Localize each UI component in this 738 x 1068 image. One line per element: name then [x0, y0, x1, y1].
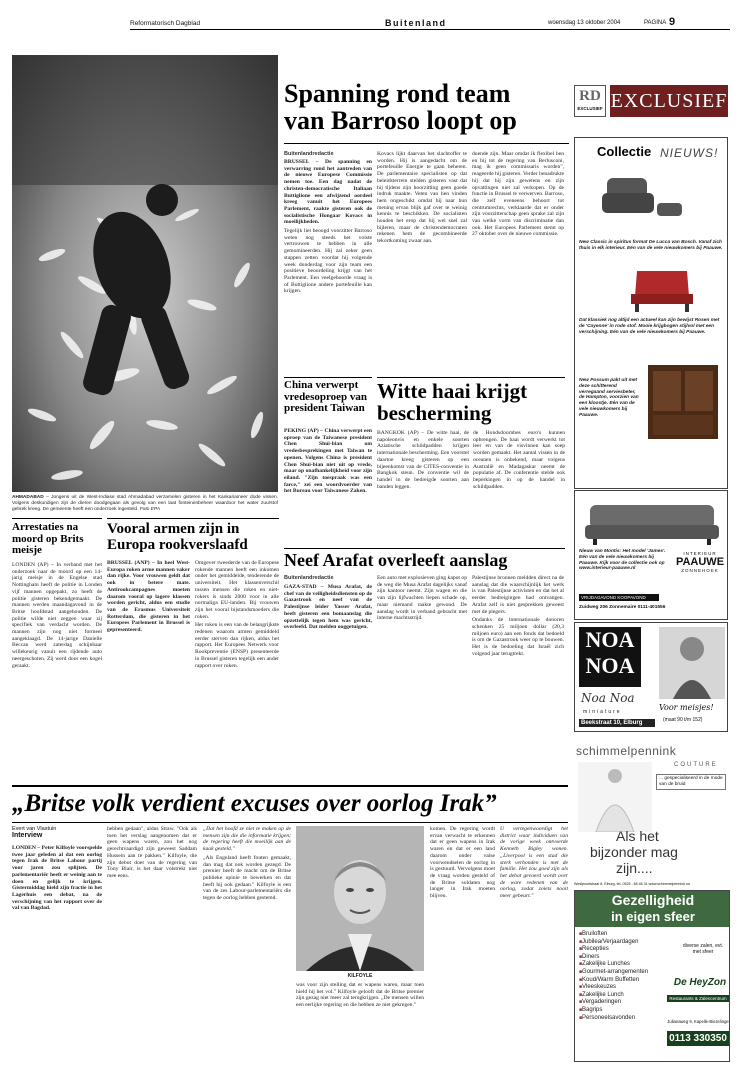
exclusief-title: EXCLUSIEF	[610, 85, 728, 117]
paauwe-address: Zuidweg 206 Zonnemaire 0111-401556	[579, 605, 666, 610]
chair1-text: New Classic in spiritus format De Lucca van Bosch. Vanaf zich thuis in elk interieur. Eén van de vele nieuwkomers bij Paauwe.	[579, 240, 723, 251]
schimmelpennink-ad[interactable]	[574, 744, 728, 834]
gez-note: diverse zalen, evt. met sfeer	[682, 943, 724, 955]
armchair-icon	[597, 168, 687, 228]
page-label: PAGINA	[644, 20, 667, 26]
heyzon-logo: De HeyZon	[673, 977, 727, 988]
schim-name: schimmelpennink	[576, 744, 677, 758]
arafat-text4: Ondanks de internationale donoren schenken 25 miljoen dollar (20,3 miljoen euro) aan een fonds dat bedoeld is om de Gazastrook weer op te bouwen. Het is de bedoeling dat Israël zich volgend jaar terugtrekt.	[472, 617, 564, 657]
arafat-text2: Een auto met explosieven ging kapot op de weg die Musa Arafat dagelijks vanaf zijn kantoor neemt. Zijn wagen en die van zijn lijfwachten liepen schade op, maar niemand raakte gewond. De aanslag wordt in verband gebracht met interne machtsstrijd.	[377, 575, 467, 622]
schim-sub: COUTURE	[674, 762, 718, 768]
roken-text2: Omgever tweederde van de Europese rokende mannen heeft een inkomen onder het gemiddelde, tenderende de universiteit. Het klassenverschil tussen mensen die roken en niet-rokers is sinds 2000 voor in alle normaliga EU-landen. Bij vrouwen zijn het vooral bijstandsmoeders die roken.	[195, 560, 279, 620]
main-byline: Buitenlandredactie	[284, 151, 334, 157]
red-chair-icon	[627, 266, 697, 314]
china-text: PEKING (AP) – China verwerpt een oproep van de Taiwanese president Chen Shui-bian om vredesbesprekingen met Taiwan te openen. Volgens China is president Chen Shui-bian niet uit op vrede, maar op onafhankelijkheid voor zijn eiland. "Zijn toespraak was een farce," zei een woordvoerder van het Bureau voor Taiwanese Zaken.	[284, 428, 372, 495]
heyzon-phone: 0113 330350	[667, 1031, 729, 1046]
schim-address: Westpoortstraat 8, Elburg, tel. 0525 - 68 46 31 www.schimmelpennink.nu	[574, 882, 690, 886]
noa-subtitle: miniature	[583, 709, 622, 715]
interview-author: Evert van Vlastuin	[12, 826, 57, 832]
main-col3: doende zijn. Maar omdat ik flexibel ben en bij tot de regering van Berlusconi, mag ik geen commissaris worden", reageerde hij gisteren. Verder benadrukte hij dat hij zijn gewetens en zijn opvattingen niet zal verkopen. Op de functie in Brussel te verwerven. Barroso, die zelf eveneens behoort tot centrumrechts, verklaarde dat er onder zijn voorzitterschap geen sprake zal zijn van welke vorm van discriminatie dan ook. Het Europees Parlement stemt op 27 oktober over de nieuwe commissie.	[472, 151, 564, 238]
gez-list: ■ Bruiloften ■ Jubilea/Verjaardagen ■ Recepties ■ Diners ■ Zakelijke Lunches ■ Gourmet-arrangementen ■ Koud/Warm Buffetten ■ Vleeskeuzes ■ Zakelijke Lunch ■ Vergaderingen ■ Bagrips ■ Personeelsavonden	[579, 931, 667, 1022]
gez-header: Gezelligheid in eigen sfeer	[575, 891, 730, 927]
roken-text1: BRUSSEL (ANP) – In heel West-Europa roken arme mannen vaker dan rijke. Voor vrouwen geldt dat ook in betere mate. Antirookcampagnes moeten daarom vooral op lagere klassen worden gericht, aldus een studie van de Erasmus Universiteit Rotterdam, die gisteren in het Europees Parlement in Brussel is gepresenteerd.	[107, 560, 190, 634]
paauwe-tagline: VRIJDAGAVOND KOOPAVOND	[579, 594, 659, 601]
haai-headline: Witte haai krijgt bescherming	[377, 379, 528, 425]
sofa-icon	[585, 497, 719, 547]
main-lead: BRUSSEL – De spanning en verwarring rond het aantreden van de nieuwe Europese Commissie nemen toe. Een dag nadat de christen-democratische Italiaan Buttiglione een afwijzend oordeel kreeg vanuit het Europees Parlement, raakte gisteren ook de socialistische Hongaar Kovacs in moeilijkheden.	[284, 159, 372, 226]
gezelligheid-ad[interactable]	[574, 890, 730, 1062]
caption-place: AHMADABAD	[12, 495, 44, 500]
interview-text4: was voor zijn stelling dat er wapens waren, maar toen hield hij het vol." Kilfoyle gelooft dat de Britse premier zijn gezag niet meer zal terugkrijgen. „De mensen willen een eerlijke regering en die hebben ze niet gekregen."	[296, 982, 424, 1009]
arafat-byline: Buitenlandredactie	[284, 575, 334, 581]
arafat-headline: Neef Arafat overleeft aanslag	[284, 550, 508, 570]
haai-text1: BANGKOK (AP) – De witte haai, de napoleonvis en enkele soorten Aziatische schildpadden krijgen internationale bescherming. Een voorstel daartoe kreeg gisteren op een bijeenkomst van de CITES-conventie in Bangkok steun. De conventie wil de handel in de bedreigde soorten aan banden leggen.	[377, 430, 469, 490]
bride-photo-icon	[578, 762, 652, 832]
arafat-text3: Palestijnse bronnen meldden direct na de aanslag dat die waarschijnlijk het werk is van Palestijnse activisten en dat het al eerder bedreigingen had ontvangen. Arafat zelf is niet gesprekken geweest met de plegers.	[472, 575, 564, 615]
child-photo-icon	[659, 627, 725, 699]
haai-text2: de Hondsdoornbes euro's kunnen opbrengen. De haai wordt verwerkt tot leer en van de visvinnen kan soep worden gemaakt. Het aantal vissen in de oceanen is onbekend, maar volgens Australië en Madagaskar neemt de populatie af. De conferentie stelde ook beperkingen in op de handel in schildpadden.	[473, 430, 565, 490]
main-col2: Kovacs lijkt daarvan het slachtoffer te worden. Hij is aangedacht om de portefeuille Energie te gaan beheren. De parlementaire specialisten op dat beleidsterrein stelden gisteren vast dat hij tijdens zijn hoorzitting geen goede indruk maakte. Veten van hen vinden hem ongeschikt omdat hij naar hun mening ervan blijk gaf over te weinig kennis te beschikken. De socialisten houden het erop dat hij wel snel zal bijleren, maar de christendemocraten rekenen hem de gecombineerde tekortkoming zwaar aan.	[377, 151, 467, 245]
roken-headline: Vooral armen zijn in Europa rookverslaafd	[107, 521, 248, 553]
roken-text3: Het roken is een van de belangrijkste redenen waarom armen gemiddeld eerder sterven dan rijken, aldus het rapport. Het Europees Netwerk voor Rookpreventie (ENSP) presenteerde in Brussel gisteren tegelijk een ander rapport over roken.	[195, 622, 279, 669]
kilfoyle-photo	[296, 826, 424, 971]
caption-text: – Jongens uit de West-Indiase stad Ahmadabad verzamelen gisteren in het Kankariameer dode vissen. Volgens deskundigen zijn de dieren doodgegaan als gevolg van een laat fonteinenbeheer waardoor het water zuurstof gebrek kreeg. De gemeente heeft een onderzoek ingesteld.	[12, 495, 278, 512]
rd-logo: RD EXCLUSIEF	[574, 85, 606, 117]
interview-text6: U vertegenwoordigt het district waar individuen van de vorige week ontvoerde Kenneth Bigley wonen. „Liverpool is een stad die sterk verbonden is met de familie. Het zou goed zijn als het debat gevoerd wordt over de ware redenen van de oorlog, zodat zoiets nooit meer gebeurt."	[500, 826, 568, 900]
caption-credit: Foto EPA	[139, 507, 160, 512]
noa-ad[interactable]	[574, 622, 728, 732]
interview-headline: „Britse volk verdient excuses over oorlog Irak”	[12, 790, 497, 817]
cabinet-icon	[643, 363, 723, 443]
paauwe-logo: INTERIEUR PAAUWE ZONNEHOEK	[675, 551, 725, 573]
paper-name: Reformatorisch Dagblad	[130, 20, 201, 27]
cabinet-text: New Possum pakt uit met deze schitterend verregaand serviesbeter, de Hampton, voorzien van een kloostje. Eén van de vele nieuwkomers bij Paauwe.	[579, 378, 639, 418]
heyzon-address: Julianaweg 9, Kapelle-Biezelinge	[667, 1019, 729, 1024]
noa-size: (maat 90 t/m 152)	[663, 717, 703, 723]
bank-text: Nieuw van Montis: Het model 'James'. Eén van de vele nieuwkomers bij Paauwe. Kijk voor de collectie ook op www.interieur-paauwe.nl	[579, 549, 666, 572]
chair2-text: Dat klassiek nog altijd een actueel kan zijn bewijst Rosen met de 'Cayenne' in rode stof. Mooie krijgbogen stijlvol met een verschijning. Eén van de vele nieuwkomers bij Paauwe.	[579, 318, 720, 335]
interview-text2: hebben gedaan", aldus Straw. "Ook als toen het verslag aangenomen dat er geen wapens waren, zou het nog gerechtvaardigd zijn geweest Saddam Hussein aan te pakken." Kilfoyle, die zijn debut doet van de regering van Tony Blair, is het daar volstrekt niet mee eens.	[107, 826, 197, 879]
interview-type: Interview	[12, 832, 43, 839]
interview-text3: „Als Engeland heeft fouten gemaakt, dan mag dat ook worden gezegd. De premier heeft de macht om de Britse publieke opinie te bewerken en dat heeft hij ook gedaan." Kilfoyle is een van de zes Labour-parlementariërs die tegen de oorlog hebben gestemd.	[203, 854, 291, 902]
main-col1b: Tegelijk liet beoogd voorzitter Barroso weten nog steeds het volste vertrouwen te hebben in alle gemomineerden. Hij zal zeker geen stappen zetten voordat hij volgende week donderdag voor zijn team een positieve beoordeling krijgt van het Parlement. Een veelgehoorde vraag is of Buttiglione andere portefeuille kan krijgen.	[284, 228, 372, 295]
exclusief-banner[interactable]	[574, 82, 728, 120]
noa-note: Voor meisjes!	[659, 703, 714, 712]
noa-logo: NOA NOA	[579, 627, 641, 687]
schim-note: ... gespecialiseerd in de mode van de bruid	[656, 774, 726, 790]
arrestaties-text: LONDEN (AP) – In verband met het onderzoek naar de moord op een 14-jarig meisje in de Engelse stad Nottingham heeft de politie in Londen vijf mannen opgepakt, zo heeft de politie gisteren bekendgemaakt. De mannen werden maandagavond in de Britse hoofdstad aangehouden. De politie wilde niet zeggen waar zij specifiek van verdacht worden. De mannen zijn nog niet formeel aangeklaagd. De 14-jarige Danielle Beccan werd zaterdag schijnbaar willekeurig vanuit een rijdende auto neergeschoten. Zij werd door een kogel geraakt.	[12, 562, 102, 669]
paauwe-ad[interactable]	[574, 490, 728, 620]
collectie-title: Collectie	[597, 144, 652, 159]
noa-address: Beekstraat 10, Elburg	[579, 719, 655, 727]
main-headline: Spanning rond team van Barroso loopt op	[284, 79, 517, 135]
kilfoyle-photo-label: KILFOYLE	[347, 973, 373, 979]
arafat-lead: GAZA-STAD – Musa Arafat, de chef van de veiligheidsdiensten op de Gazastrook en neef van de Palestijnse leider Yasser Arafat, heeft gisteren een bomaanslag die opzettelijk tegen hem was gericht, overleefd. Dat melden ooggetuigen.	[284, 584, 372, 631]
date-label: woensdag 13 oktober 2004	[548, 20, 621, 26]
interview-quote: „Dat het hoofd ze niet te maken op de mensen zijn die die informatie krijgen; de regering heeft die moeilijk aan de kaak gesteld."	[203, 826, 291, 853]
section-name: Buitenland	[385, 18, 447, 28]
heyzon-sub: Restaurants & Zalencentrum	[667, 995, 729, 1002]
collectie-ad[interactable]	[574, 137, 728, 489]
page-number: 9	[669, 16, 676, 28]
china-headline: China verwerpt vredesoproep van president Taiwan	[284, 379, 368, 414]
interview-text5: komen. De regering wordt ervan verwacht te erkennen dat er geen wapens in Irak waren en dat er een land daarom onder valse voorwendselen de oorlog in is gestuurd. Vervolgens moet de vraag worden gesteld of de Britse soldaten nog langer in Irak moeten blijven.	[430, 826, 495, 900]
noa-script: Noa Noa	[581, 691, 635, 705]
fish-photo	[12, 55, 278, 492]
schim-headline: Als het bijzonder mag zijn....	[590, 828, 678, 876]
interview-lead: LONDEN – Peter Kilfoyle voorspelde twee jaar geleden al dat een oorlog tegen Irak de Britse Labour partij voor jaren zou splijten. De parlementariër heeft er weinig aan te doen en gelijk te krijgen. Gistermiddag hield zijn fractie in het Lagerhuis een debat, na de verschijning van het rapport over de val van Bagdad.	[12, 845, 102, 912]
nieuws-label: NIEUWS!	[660, 146, 719, 160]
arrestaties-headline: Arrestaties na moord op Brits meisje	[12, 521, 84, 556]
